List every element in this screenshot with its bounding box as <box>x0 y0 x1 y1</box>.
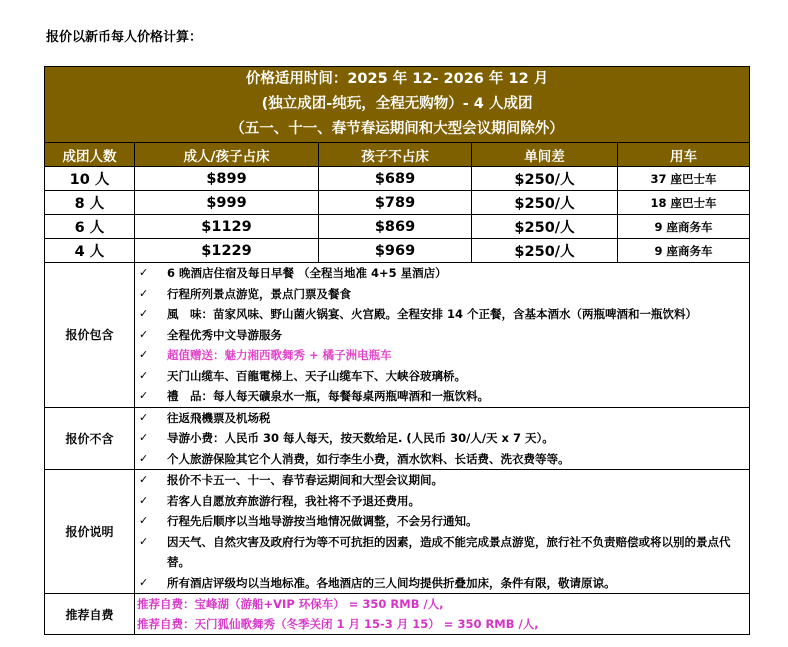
recommended-section <box>45 594 750 635</box>
check-icon: ✓ <box>139 266 149 279</box>
check-icon: ✓ <box>139 473 149 486</box>
check-icon: ✓ <box>139 348 149 361</box>
group-size: 6 人 <box>45 215 135 239</box>
vehicle: 9 座商务车 <box>618 215 750 239</box>
check-icon: ✓ <box>139 307 149 320</box>
check-icon: ✓ <box>139 514 149 527</box>
child-price: $869 <box>319 215 472 239</box>
page-intro: 报价以新币每人价格计算： <box>46 30 203 45</box>
list-item: ✓ 6 晚酒店住宿及每日早餐 （全程当地准 4+5 星酒店） <box>135 263 749 284</box>
price-row <box>45 191 750 215</box>
column-header-row <box>45 143 750 167</box>
excludes-list <box>135 407 750 470</box>
notes-label: 报价说明 <box>45 470 135 594</box>
excludes-label: 报价不含 <box>45 407 135 470</box>
list-item: ✓ 行程先后顺序以当地导游按当地情况做调整，不会另行通知。 <box>135 511 749 532</box>
recommended-item: 推荐自费：天门狐仙歌舞秀（冬季关闭 1 月 15-3 月 15） = 350 RMB /人, <box>137 617 539 631</box>
adult-price: $999 <box>135 191 319 215</box>
excludes-section <box>45 407 750 470</box>
check-icon: ✓ <box>139 410 149 424</box>
header-line-period: 价格适用时间：2025 年 12- 2026 年 12 月 <box>245 71 549 87</box>
single-supplement: $250/人 <box>472 167 618 191</box>
includes-list <box>135 263 750 408</box>
check-icon: ✓ <box>139 286 149 300</box>
header-line-exclusions: （五一、十一、春节春运期间和大型会议期间除外） <box>230 121 564 137</box>
check-icon: ✓ <box>139 368 149 382</box>
adult-price: $1129 <box>135 215 319 239</box>
list-item: ✓ 行程所列景点游览，景点门票及餐食 <box>135 284 749 305</box>
price-table <box>44 66 750 635</box>
notes-section <box>45 470 750 594</box>
includes-section <box>45 263 750 408</box>
list-item: ✓ 所有酒店评级均以当地标准。各地酒店的三人间均提供折叠加床，条件有限，敬请原谅。 <box>135 573 749 594</box>
list-item <box>135 345 749 366</box>
list-item: ✓ 天门山缆车、百龍電梯上、天子山缆车下、大峡谷玻璃桥。 <box>135 366 749 387</box>
vehicle: 9 座商务车 <box>618 239 750 263</box>
notes-list <box>135 470 750 594</box>
adult-price: $1229 <box>135 239 319 263</box>
check-icon: ✓ <box>139 327 149 341</box>
child-price: $789 <box>319 191 472 215</box>
group-size: 8 人 <box>45 191 135 215</box>
single-supplement: $250/人 <box>472 215 618 239</box>
price-row <box>45 215 750 239</box>
list-item: ✓ 往返飛機票及机场税 <box>135 408 749 429</box>
check-icon: ✓ <box>139 431 149 444</box>
list-item: ✓ 导游小费：人民币 30 每人每天，按天数给足. (人民币 30/人/天 x 7 天）。 <box>135 428 749 449</box>
col-adult-price: 成人/孩子占床 <box>135 143 319 167</box>
check-icon: ✓ <box>139 389 149 402</box>
child-price: $969 <box>319 239 472 263</box>
includes-label: 报价包含 <box>45 263 135 408</box>
check-icon: ✓ <box>139 451 149 465</box>
list-item: ✓ 若客人自愿放弃旅游行程，我社将不予退还费用。 <box>135 491 749 512</box>
list-item: ✓ 禮 品：每人每天礦泉水一瓶，每餐每桌两瓶啤酒和一瓶饮料。 <box>135 386 749 407</box>
bonus-gift-text: 超值赠送：魅力湘西歌舞秀 + 橘子洲电瓶车 <box>167 348 392 362</box>
single-supplement: $250/人 <box>472 239 618 263</box>
group-size: 10 人 <box>45 167 135 191</box>
price-period-header <box>45 67 750 143</box>
check-icon: ✓ <box>139 534 149 548</box>
check-icon: ✓ <box>139 493 149 507</box>
list-item: ✓ 报价不卡五一、十一、春节春运期间和大型会议期间。 <box>135 470 749 491</box>
col-vehicle: 用车 <box>618 143 750 167</box>
col-child-price: 孩子不占床 <box>319 143 472 167</box>
group-size: 4 人 <box>45 239 135 263</box>
col-group-size: 成团人数 <box>45 143 135 167</box>
list-item: ✓ 全程优秀中文导游服务 <box>135 325 749 346</box>
list-item: ✓ 風 味：苗家风味、野山菌火锅宴、火宫殿。全程安排 14 个正餐，含基本酒水（两瓶啤酒和一瓶饮料） <box>135 304 749 325</box>
vehicle: 18 座巴士车 <box>618 191 750 215</box>
child-price: $689 <box>319 167 472 191</box>
recommended-list <box>135 594 750 635</box>
price-row <box>45 167 750 191</box>
list-item: ✓ 因天气、自然灾害及政府行为等不可抗拒的因素，造成不能完成景点游览，旅行社不负责赔偿或将以别的景点代替。 <box>135 532 749 573</box>
price-row <box>45 239 750 263</box>
vehicle: 37 座巴士车 <box>618 167 750 191</box>
header-line-type: (独立成团-纯玩，全程无购物）- 4 人成团 <box>261 96 533 112</box>
list-item: ✓ 个人旅游保险其它个人消费，如行李生小费，酒水饮料、长话费、洗衣费等等。 <box>135 449 749 470</box>
check-icon: ✓ <box>139 575 149 589</box>
recommended-item: 推荐自费：宝峰湖（游船+VIP 环保车） = 350 RMB /人, <box>137 597 444 611</box>
adult-price: $899 <box>135 167 319 191</box>
single-supplement: $250/人 <box>472 191 618 215</box>
recommended-label: 推荐自费 <box>45 594 135 635</box>
col-single-supplement: 单间差 <box>472 143 618 167</box>
